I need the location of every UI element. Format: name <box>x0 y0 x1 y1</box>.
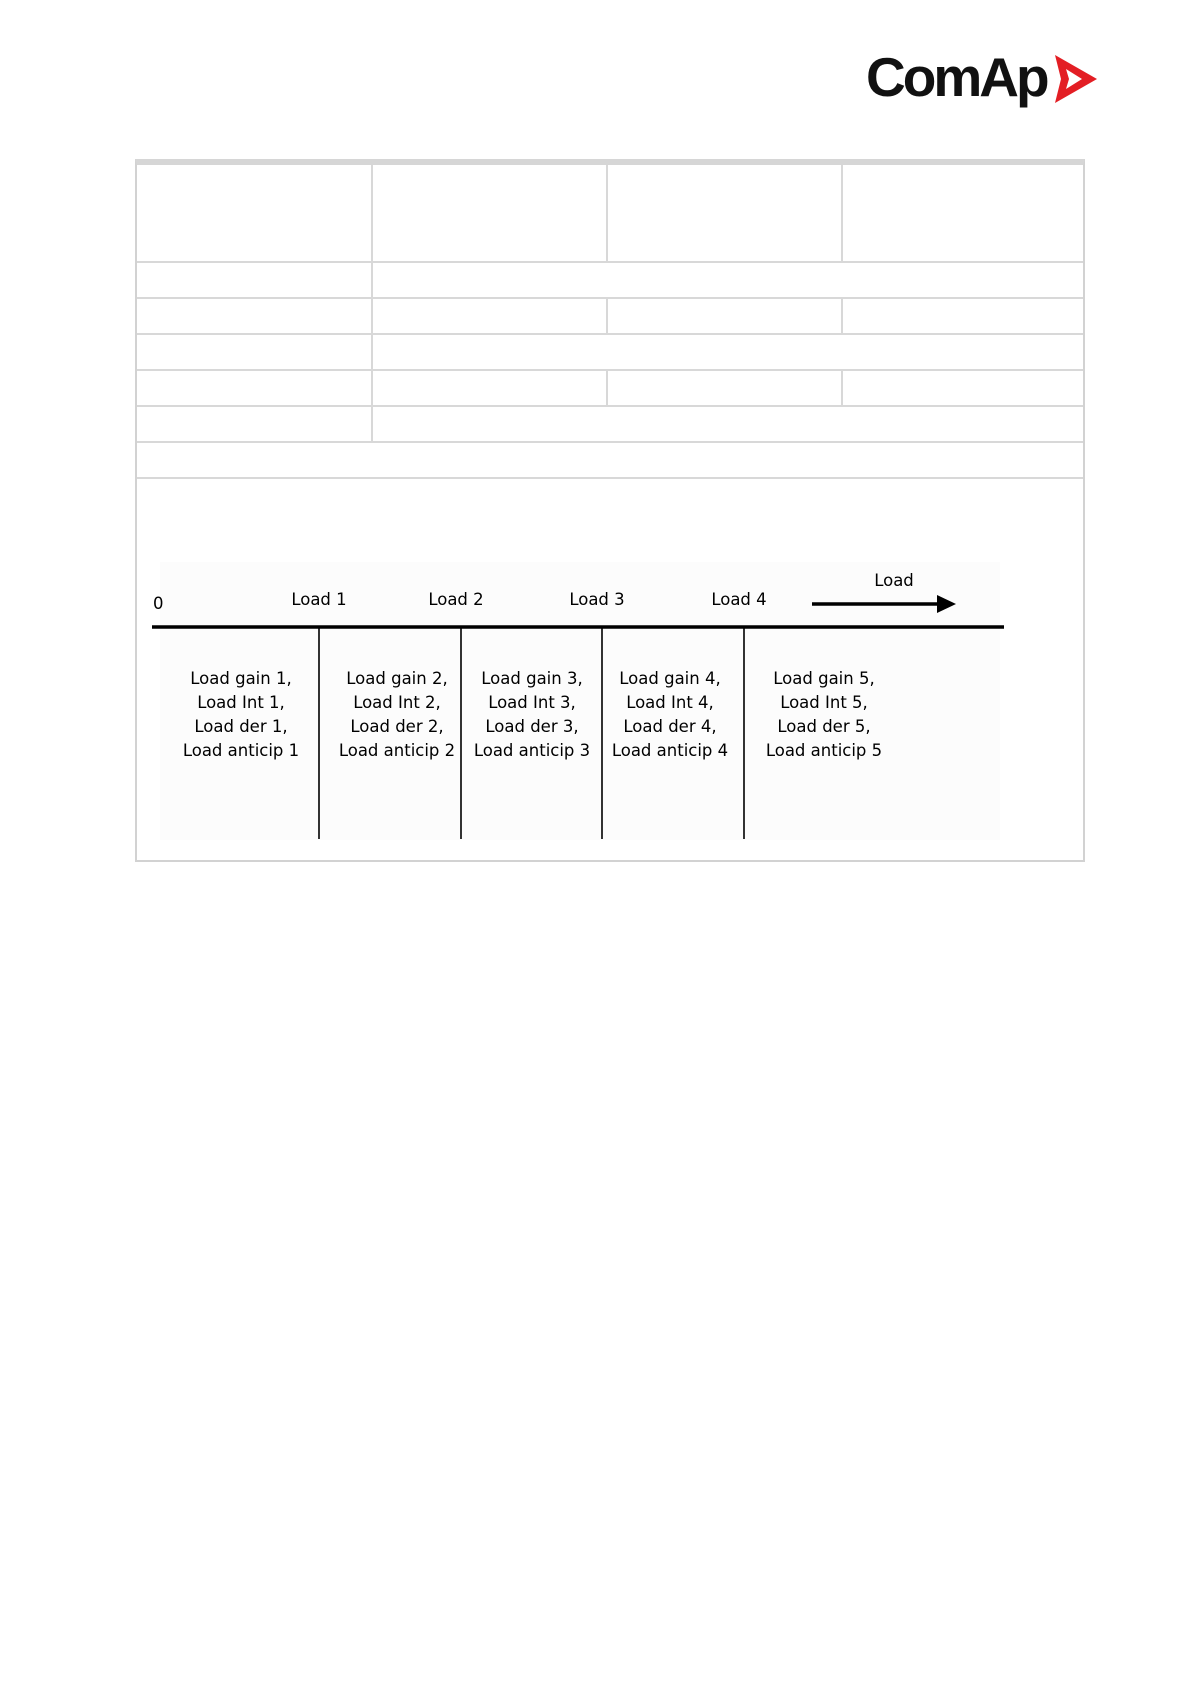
load-threshold-label: Load 3 <box>569 590 625 609</box>
load-threshold-label: Load 2 <box>428 590 484 609</box>
region-3-line-4: Load anticip 3 <box>473 741 591 760</box>
region-5-line-4: Load anticip 5 <box>765 741 883 760</box>
region-3-line-1: Load gain 3, <box>481 669 583 688</box>
region-3-line-3: Load der 3, <box>485 717 579 736</box>
region-2-line-2: Load Int 2, <box>353 693 441 712</box>
load-threshold-label: Load 1 <box>291 590 347 609</box>
region-1-line-3: Load der 1, <box>194 717 288 736</box>
origin-label: 0 <box>153 594 164 613</box>
region-2-line-3: Load der 2, <box>350 717 444 736</box>
region-1-line-4: Load anticip 1 <box>182 741 300 760</box>
region-5-line-2: Load Int 5, <box>780 693 868 712</box>
region-4-line-4: Load anticip 4 <box>611 741 729 760</box>
region-3-line-2: Load Int 3, <box>488 693 576 712</box>
logo-wordmark: ComAp <box>866 45 1047 108</box>
axis-label: Load <box>874 571 914 590</box>
region-2-line-1: Load gain 2, <box>346 669 448 688</box>
region-5-line-1: Load gain 5, <box>773 669 875 688</box>
region-4-line-3: Load der 4, <box>623 717 717 736</box>
load-threshold-label: Load 4 <box>711 590 767 609</box>
region-4-line-2: Load Int 4, <box>626 693 714 712</box>
region-1-line-1: Load gain 1, <box>190 669 292 688</box>
region-4-line-1: Load gain 4, <box>619 669 721 688</box>
region-5-line-3: Load der 5, <box>777 717 871 736</box>
region-2-line-4: Load anticip 2 <box>338 741 456 760</box>
region-1-line-2: Load Int 1, <box>197 693 285 712</box>
